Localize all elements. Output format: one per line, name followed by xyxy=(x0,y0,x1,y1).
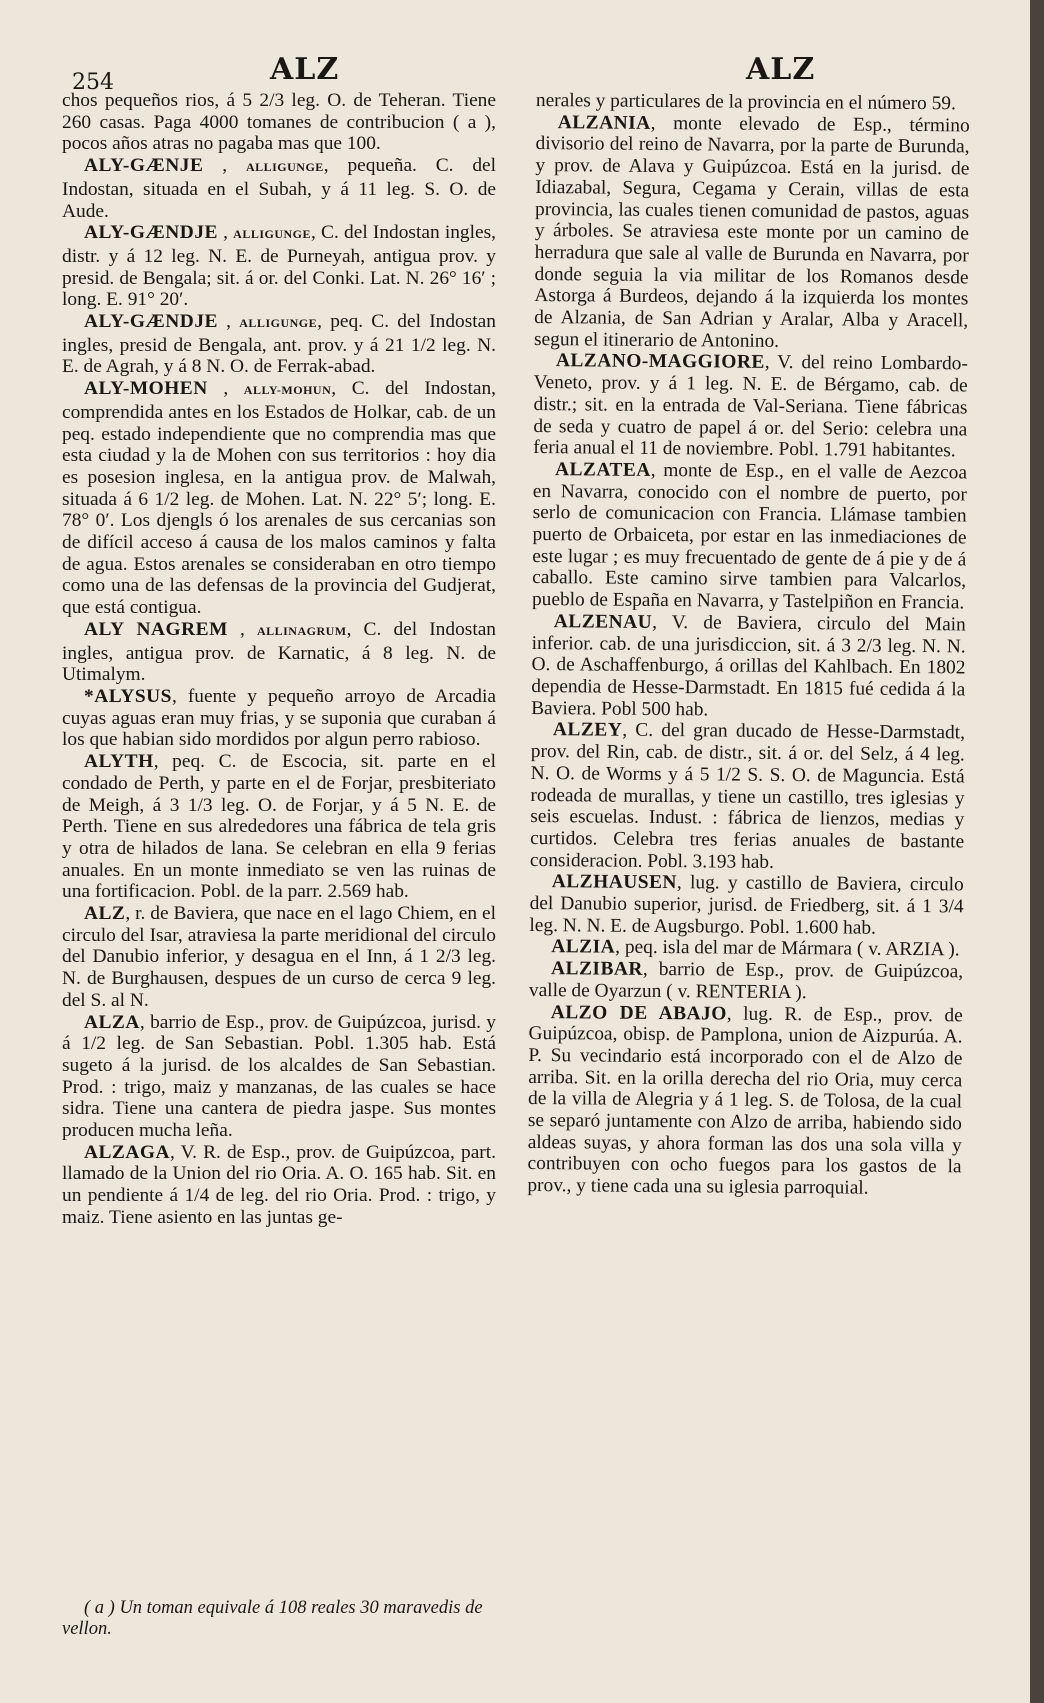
dictionary-entry: ALY-GÆNDJE , ALLIGUNGE, C. del Indostan ingles, distr. y á 12 leg. N. E. de Purneyah, antigua prov. y presid. de Bengala; sit. á or. del Conki. Lat. N. 26° 16′ ; long. E. 91° 20′. xyxy=(62,222,497,311)
dictionary-entry: ALY-GÆNDJE , ALLIGUNGE, peq. C. del Indostan ingles, presid de Bengala, ant. prov. y á 21 1/2 leg. N. E. de Agrah, y á 8 N. O. de Ferrak-abad. xyxy=(62,311,496,378)
entry-alt-spelling: ALLINAGRUM xyxy=(256,623,347,638)
entry-alt-spelling: ALLIGUNGE xyxy=(239,316,318,331)
dictionary-entry xyxy=(529,871,963,940)
entry-text: , r. de Baviera, que nace en el lago Chiem, en el circulo del Isar, atraviesa la parte meridional del circulo del Danubio inferior, y desagua en el Inn, á 1 2/3 leg. N. de Burghausen, despues de un curso de cerca 9 leg. del S. al N. xyxy=(62,903,496,1011)
dictionary-entry xyxy=(531,611,966,723)
entry-alt-spelling: ALLY-MOHUN xyxy=(243,383,332,398)
entry-text: , C. del Indostan ingles, antigua prov. de Karnatic, á 8 leg. N. de Utimalym. xyxy=(62,618,497,686)
left-column xyxy=(62,90,496,1229)
entry-text: , C. del Indostan ingles, distr. y á 12 leg. N. E. de Purneyah, antigua prov. y presid. de Bengala; sit. á or. del Conki. Lat. N. 26° 16′ ; long. E. 91° 20′. xyxy=(62,222,497,311)
dictionary-entry xyxy=(62,1142,496,1229)
entry-headword: ALZIA xyxy=(551,936,616,959)
entry-headword: ALZA xyxy=(84,1011,140,1033)
dictionary-entry: ALY-GÆNJE , ALLIGUNGE, pequeña. C. del Indostan, situada en el Subah, y á 11 leg. S. O. de Aude. xyxy=(62,155,497,222)
entry-text: , barrio de Esp., prov. de Guipúzcoa, valle de Oyarzun ( v. RENTERIA ). xyxy=(528,958,964,1003)
entry-text: , peq. isla del mar de Mármara ( v. ARZIA ). xyxy=(615,937,960,961)
page-header xyxy=(60,52,980,95)
entry-headword: ALZIBAR xyxy=(551,958,644,980)
running-head-left: ALZ xyxy=(270,52,340,87)
entry-text: nerales y particulares de la provincia en el número 59. xyxy=(535,90,956,115)
entry-text: , C. del gran ducado de Hesse-Darmstadt, prov. del Rin, cab. de distr., sit. á or. del Selz, á 4 leg. N. O. de Worms y á 5 1/2 S. S. O. de Maguncia. Está rodeada de murallas, y tiene un castillo, tres iglesias y seis escuelas. Indust. : fábrica de lienzos, medias y curtidos. Celebra tres ferias anuales de bastante consideracion. Pobl. 3.193 hab. xyxy=(529,720,966,873)
entry-text: , C. del Indostan, comprendida antes en los Estados de Holkar, cab. de un peq. estado independiente que no comprendia mas que esta ciudad y la de Mohen con sus territorios : hoy dia es posesion inglesa, en la antigua prov. de Malwah, situada á 6 1/2 leg. de Mohen. Lat. N. 22° 5′; long. E. 78° 0′. Los djengls ó los arenales de sus cercanias son de difícil acceso á causa de los malos caminos y falta de agua. Estos arenales se consideraban en otro tiempo como una de las defensas de la provincia del Gudjerat, que está contigua. xyxy=(62,378,496,619)
dictionary-entry xyxy=(62,686,496,751)
entry-text: , V. R. de Esp., prov. de Guipúzcoa, part. llamado de la Union del rio Oria. A. O. 165 hab. Sit. en un pendiente á 1/4 de leg. del rio Oria. Prod. : trigo, y maiz. Tiene asiento en las juntas ge- xyxy=(62,1141,496,1228)
entry-headword: ALZENAU xyxy=(553,611,653,633)
entry-headword: ALZEY xyxy=(552,719,623,742)
entry-text: , barrio de Esp., prov. de Guipúzcoa, jurisd. y á 1/2 leg. de San Sebastian. Pobl. 1.305 hab. Está sugeto á la jurisd. de los alcaldes de San Sebastian. Prod. : trigo, maiz y manzanas, de las cuales se hace sidra. Tiene una cantera de piedra jaspe. Sus montes producen mucha leña. xyxy=(62,1011,496,1142)
dictionary-entry: ALY NAGREM , ALLINAGRUM, C. del Indostan ingles, antigua prov. de Karnatic, á 8 leg. N. de Utimalym. xyxy=(62,618,497,686)
entry-headword: ALZATEA xyxy=(554,459,651,481)
running-head-right: ALZ xyxy=(746,52,816,87)
entry-text: , lug. y castillo de Baviera, circulo del Danubio superior, jurisd. de Friedberg, sit. á 1 3/4 leg. N. N. E. de Augsburgo. Pobl. 1.600 hab. xyxy=(529,872,964,939)
dictionary-entry xyxy=(534,112,970,354)
entry-headword: ALYTH xyxy=(84,751,154,773)
entry-headword: ALZAGA xyxy=(84,1141,170,1163)
entry-text: , monte de Esp., en el valle de Aezcoa en Navarra, conocido con el nombre de puerto, por serlo de comunicacion con Francia. Llámase tambien puerto de Orbaiceta, por estar en las inmediaciones de este lugar ; es muy frecuentado de gente de á pie y de á caballo. Este camino sirve tambien para Valcarlos, pueblo de España en Navarra, y Tastelpiñon en Francia. xyxy=(531,459,968,614)
entry-headword: ALY-GÆNJE xyxy=(84,155,204,177)
entry-headword: ALZ xyxy=(84,903,126,925)
entry-text: , pequeña. C. del Indostan, situada en el Subah, y á 11 leg. S. O. de Aude. xyxy=(62,155,497,222)
dictionary-entry xyxy=(527,1002,963,1201)
entry-text: , V. del reino Lombardo-Veneto, prov. y á 1 leg. N. E. de Bérgamo, cab. de distr.; sit. en la entrada de Val-Seriana. Tiene fábricas de seda y cuatro de papel á or. del Serio: celebra una feria anual el 11 de noviembre. Pobl. 1.791 habitantes. xyxy=(533,352,968,462)
entry-headword: ALZANIA xyxy=(557,111,651,134)
entry-alt-spelling: ALLIGUNGE xyxy=(245,160,324,175)
dictionary-entry xyxy=(62,90,496,155)
right-column xyxy=(527,90,970,1200)
entry-text: , lug. R. de Esp., prov. de Guipúzcoa, obisp. de Pamplona, union de Aizpurúa. A. P. Su vecindario está incorporado con el de Alzo de arriba. Sit. en la orilla derecha del rio Oria, muy cerca de la villa de Alegria y á 1 leg. S. de Tolosa, de la cual se separó juntamente con Alzo de arriba, habiendo sido aldeas suyas, y ahora forman las dos una sola villa y contribuyen con ocho fuegos para los gastos de la prov., y tiene cada una su iglesia parroquial. xyxy=(527,1003,963,1199)
entry-text: chos pequeños rios, á 5 2/3 leg. O. de Teheran. Tiene 260 casas. Paga 4000 tomanes de contribucion ( a ), pocos años atras no pagaba mas que 100. xyxy=(62,90,496,155)
dictionary-entry xyxy=(530,719,965,874)
entry-text: , peq. C. del Indostan ingles, presid de Bengala, ant. prov. y á 21 1/2 leg. N. E. de Agrah, y á 8 N. O. de Ferrak-abad. xyxy=(62,311,496,378)
dictionary-entry xyxy=(62,751,496,903)
entry-text: , fuente y pequeño arroyo de Arcadia cuyas aguas eran muy frias, y se suponia que curaban á los que habian sido mordidos por algun perro rabioso. xyxy=(62,685,496,751)
entry-headword: ALY-GÆNDJE xyxy=(84,311,218,333)
dictionary-entry xyxy=(62,1012,496,1142)
entry-text: , V. de Baviera, circulo del Main inferior. cab. de una jurisdiccion, sit. á 3 2/3 leg. N. N. O. de Aschaffenburgo, á orillas del Kahlbach. En 1802 dependia de Hesse-Darmstadt. En 1815 fué cedida á la Baviera. Pobl 500 hab. xyxy=(531,611,966,721)
dictionary-entry xyxy=(62,903,496,1012)
page-number: 254 xyxy=(72,70,114,95)
entry-headword: ALZHAUSEN xyxy=(551,871,678,894)
page-edge xyxy=(1030,0,1044,1703)
entry-headword: ALY NAGREM xyxy=(84,618,228,640)
entry-alt-spelling: ALLIGUNGE xyxy=(233,227,312,242)
entry-headword: ALY-GÆNDJE xyxy=(84,222,218,244)
entry-headword: ALZO DE ABAJO xyxy=(550,1001,727,1025)
entry-text: , monte elevado de Esp., término divisorio del reino de Navarra, por la parte de Burunda, y prov. de Alava y Guipúzcoa. Está en la jurisd. de Idiazabal, Segura, Cegama y Cerain, villas de esta provincia, las cuales tienen comunidad de pastos, aguas y árboles. Se atraviesa este monte por un camino de herradura que sale al valle de Burunda en Navarra, por donde seguia la via militar de los Romanos desde Astorga á Burdeos, dejando á la izquierda los montes de Alzania, de San Adrian y Aralar, Alba y Aracell, segun el itinerario de Antonino. xyxy=(533,112,970,352)
entry-text: , peq. C. de Escocia, sit. parte en el condado de Perth, y parte en el de Forjar, presbiteriato de Meigh, á 3 1/3 leg. O. de Forjar, y á 5 N. E. de Perth. Tiene en sus alrededores una fábrica de tela gris y otra de hilados de lana. Se celebran en ella 9 ferias anuales. En un monte inmediato se ven las ruinas de una fortificacion. Pobl. de la parr. 2.569 hab. xyxy=(62,751,496,903)
entry-headword: *ALYSUS xyxy=(84,685,172,707)
dictionary-entry xyxy=(532,459,967,614)
entry-headword: ALY-MOHEN xyxy=(84,378,208,400)
dictionary-entry xyxy=(533,350,968,462)
dictionary-entry: ALY-MOHEN , ALLY-MOHUN, C. del Indostan, comprendida antes en los Estados de Holkar, cab. de un peq. estado independiente que no comprendia mas que esta ciudad y la de Mohen con sus territorios : hoy dia es posesion inglesa, en la antigua prov. de Malwah, situada á 6 1/2 leg. de Mohen. Lat. N. 22° 5′; long. E. 78° 0′. Los djengls ó los arenales de sus cercanias son de difícil acceso á causa de los malos caminos y falta de agua. Estos arenales se consideraban en otro tiempo como una de las defensas de la provincia del Gudjerat, que está contigua. xyxy=(62,378,496,619)
dictionary-entry xyxy=(529,958,963,1005)
footnote: ( a ) Un toman equivale á 108 reales 30 maravedis de vellon. xyxy=(62,1598,483,1639)
entry-headword: ALZANO-MAGGIORE xyxy=(555,350,765,374)
